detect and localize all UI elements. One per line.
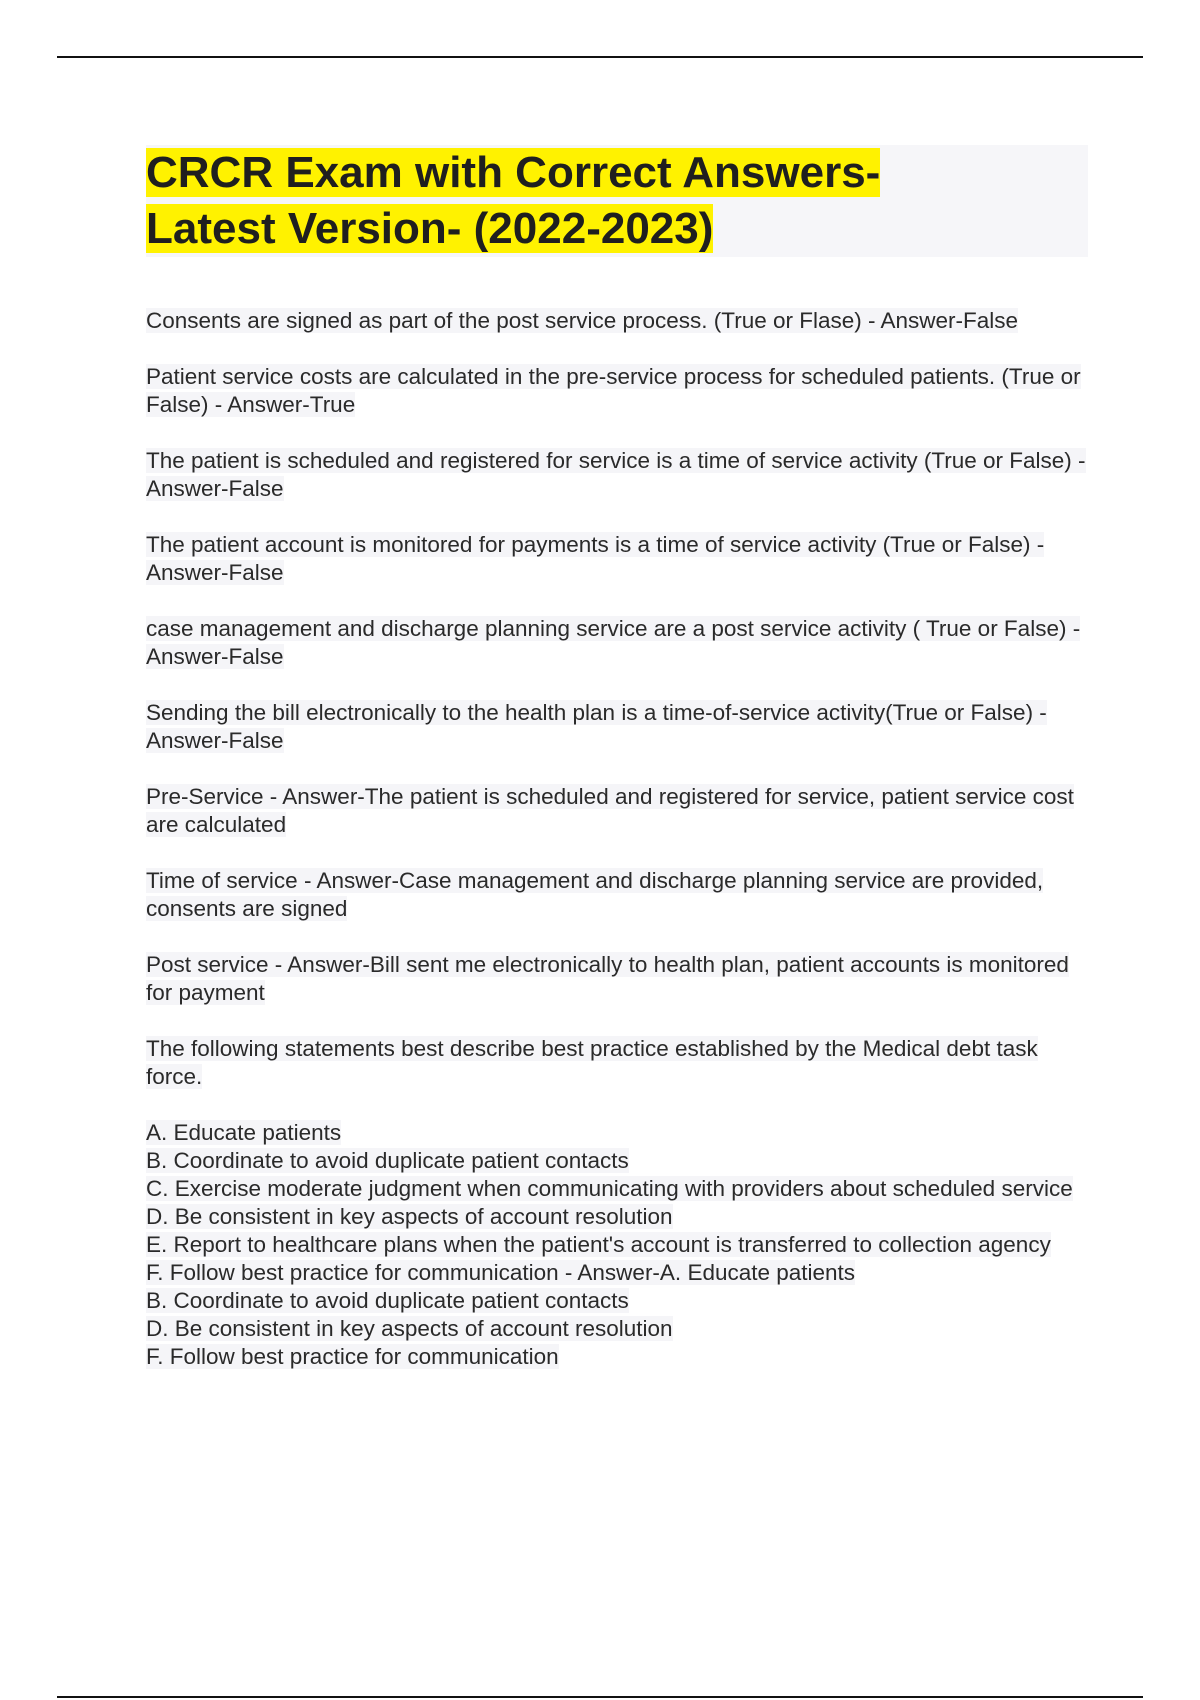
list-item <box>146 1287 1088 1315</box>
qa-item <box>146 783 1088 839</box>
list-item-text: A. Educate patients <box>146 1120 342 1145</box>
qa-text: The patient is scheduled and registered for service is a time of service activity (True or False) - Answer-False <box>146 448 1086 501</box>
options-list <box>146 1119 1088 1371</box>
title-line-2: Latest Version- (2022-2023) <box>146 204 714 253</box>
list-item-text: B. Coordinate to avoid duplicate patient contacts <box>146 1148 629 1173</box>
qa-item <box>146 615 1088 671</box>
list-item <box>146 1231 1088 1259</box>
list-item <box>146 1119 1088 1147</box>
qa-text: Post service - Answer-Bill sent me electronically to health plan, patient accounts is monitored for payment <box>146 952 1069 1005</box>
qa-item <box>146 1035 1088 1091</box>
list-item-text: D. Be consistent in key aspects of account resolution <box>146 1204 673 1229</box>
list-item <box>146 1259 1088 1287</box>
qa-item <box>146 531 1088 587</box>
qa-text: The patient account is monitored for payments is a time of service activity (True or False) - Answer-False <box>146 532 1045 585</box>
document-body <box>146 145 1088 1371</box>
list-item <box>146 1315 1088 1343</box>
qa-text: Pre-Service - Answer-The patient is scheduled and registered for service, patient service cost are calculated <box>146 784 1074 837</box>
list-item-text: D. Be consistent in key aspects of account resolution <box>146 1316 673 1341</box>
list-item <box>146 1203 1088 1231</box>
page-bottom-rule <box>57 1696 1143 1698</box>
list-item <box>146 1147 1088 1175</box>
document-title <box>146 145 1088 257</box>
qa-item <box>146 447 1088 503</box>
qa-item <box>146 699 1088 755</box>
qa-text: The following statements best describe best practice established by the Medical debt task force. <box>146 1036 1038 1089</box>
list-item-text: E. Report to healthcare plans when the patient's account is transferred to collection agency <box>146 1232 1051 1257</box>
page-top-rule <box>57 56 1143 58</box>
qa-text: Sending the bill electronically to the health plan is a time-of-service activity(True or False) - Answer-False <box>146 700 1047 753</box>
qa-item <box>146 363 1088 419</box>
qa-item <box>146 307 1088 335</box>
qa-item <box>146 867 1088 923</box>
list-item <box>146 1175 1088 1203</box>
list-item-text: F. Follow best practice for communication <box>146 1344 559 1369</box>
list-item <box>146 1343 1088 1371</box>
list-item-text: B. Coordinate to avoid duplicate patient contacts <box>146 1288 629 1313</box>
list-item-text: F. Follow best practice for communication - Answer-A. Educate patients <box>146 1260 856 1285</box>
qa-text: Consents are signed as part of the post service process. (True or Flase) - Answer-False <box>146 308 1019 333</box>
title-block <box>146 145 1088 257</box>
title-line-1: CRCR Exam with Correct Answers- <box>146 148 881 197</box>
qa-text: Patient service costs are calculated in the pre-service process for scheduled patients. (True or False) - Answer-True <box>146 364 1081 417</box>
qa-text: case management and discharge planning service are a post service activity ( True or False) - Answer-False <box>146 616 1081 669</box>
qa-item <box>146 951 1088 1007</box>
list-item-text: C. Exercise moderate judgment when communicating with providers about scheduled service <box>146 1176 1073 1201</box>
qa-text: Time of service - Answer-Case management and discharge planning service are provided, consents are signed <box>146 868 1044 921</box>
qa-list <box>146 307 1088 1091</box>
